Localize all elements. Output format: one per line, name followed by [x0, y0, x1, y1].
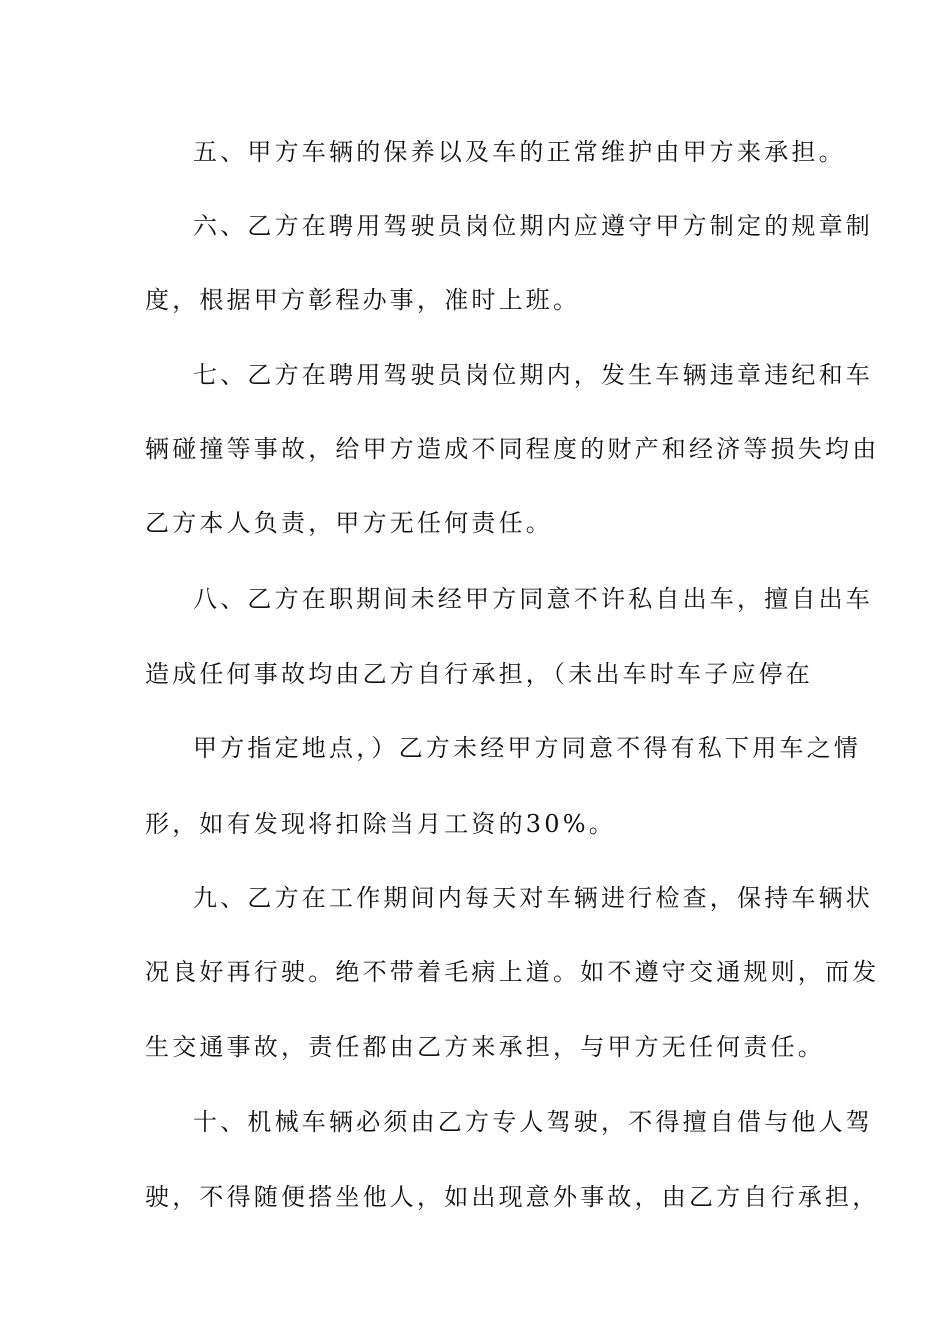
clause-7-line-3: 乙方本人负责，甲方无任何责任。 [145, 509, 553, 537]
clause-8-line-2: 造成任何事故均由乙方自行承担，（未出车时车子应停在 [145, 660, 813, 688]
clause-9-line-1: 九、乙方在工作期间内每天对车辆进行检查，保持车辆状 [193, 884, 873, 912]
clause-5-line-1: 五、甲方车辆的保养以及车的正常维护由甲方来承担。 [193, 138, 846, 166]
clause-10-line-2: 驶，不得随便搭坐他人，如出现意外事故，由乙方自行承担， [145, 1183, 880, 1211]
clause-9-line-2: 况良好再行驶。绝不带着毛病上道。如不遵守交通规则，而发 [145, 958, 880, 986]
clause-8-line-4: 形，如有发现将扣除当月工资的30%。 [145, 810, 616, 838]
clause-6-line-2: 度，根据甲方彰程办事，准时上班。 [145, 286, 581, 314]
clause-6-line-1: 六、乙方在聘用驾驶员岗位期内应遵守甲方制定的规章制 [193, 212, 873, 240]
clause-7-line-2: 辆碰撞等事故，给甲方造成不同程度的财产和经济等损失均由 [145, 435, 880, 463]
clause-8-line-1: 八、乙方在职期间未经甲方同意不许私自出车，擅自出车 [193, 585, 873, 613]
clause-9-line-3: 生交通事故，责任都由乙方来承担，与甲方无任何责任。 [145, 1033, 825, 1061]
clause-7-line-1: 七、乙方在聘用驾驶员岗位期内，发生车辆违章违纪和车 [193, 361, 873, 389]
clause-8-line-3: 甲方指定地点，）乙方未经甲方同意不得有私下用车之情 [193, 734, 861, 762]
clause-10-line-1: 十、机械车辆必须由乙方专人驾驶，不得擅自借与他人驾 [193, 1108, 873, 1136]
